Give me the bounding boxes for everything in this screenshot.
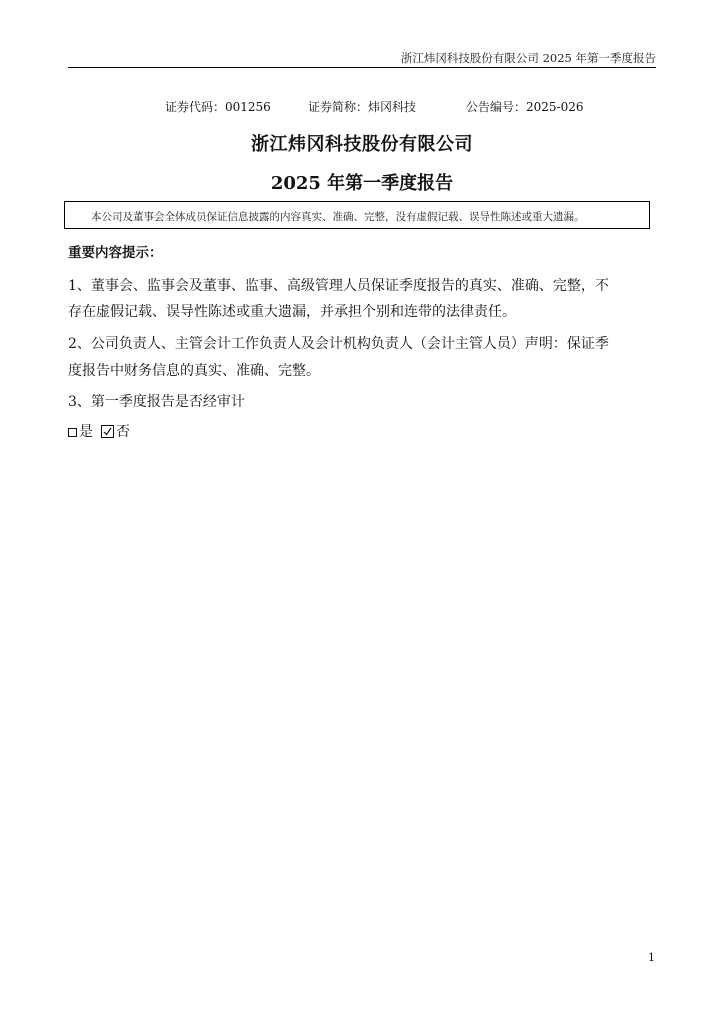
header-rule	[68, 67, 656, 68]
audit-options	[68, 421, 130, 441]
audit-no-label: 否	[116, 424, 130, 440]
stock-code: 证券代码：001256	[165, 100, 271, 114]
checkbox-checked-icon	[101, 425, 114, 438]
notice-line: 3、第一季度报告是否经审计	[68, 394, 245, 410]
notice-line: 度报告中财务信息的真实、准确、完整。	[68, 363, 320, 379]
page-number: 1	[648, 951, 655, 964]
stock-short-name: 证券简称：炜冈科技	[308, 100, 417, 114]
report-title: 2025 年第一季度报告	[270, 173, 454, 194]
notice-line: 2、公司负责人、主管会计工作负责人及会计机构负责人（会计主管人员）声明：保证季	[68, 336, 609, 352]
announcement-number: 公告编号：2025-026	[466, 100, 584, 114]
company-title: 浙江炜冈科技股份有限公司	[251, 134, 473, 155]
checkbox-empty-icon	[68, 428, 77, 437]
notice-line: 1、董事会、监事会及董事、监事、高级管理人员保证季度报告的真实、准确、完整，不	[68, 278, 609, 294]
disclaimer-box	[64, 201, 650, 229]
running-header: 浙江炜冈科技股份有限公司 2025 年第一季度报告	[400, 51, 656, 65]
disclaimer-text: 本公司及董事会全体成员保证信息披露的内容真实、准确、完整，没有虚假记载、误导性陈述或重大遗漏。	[91, 211, 585, 223]
audit-yes-label: 是	[79, 424, 93, 440]
notice-line: 存在虚假记载、误导性陈述或重大遗漏，并承担个别和连带的法律责任。	[68, 304, 516, 320]
notice-heading: 重要内容提示：	[68, 245, 163, 261]
